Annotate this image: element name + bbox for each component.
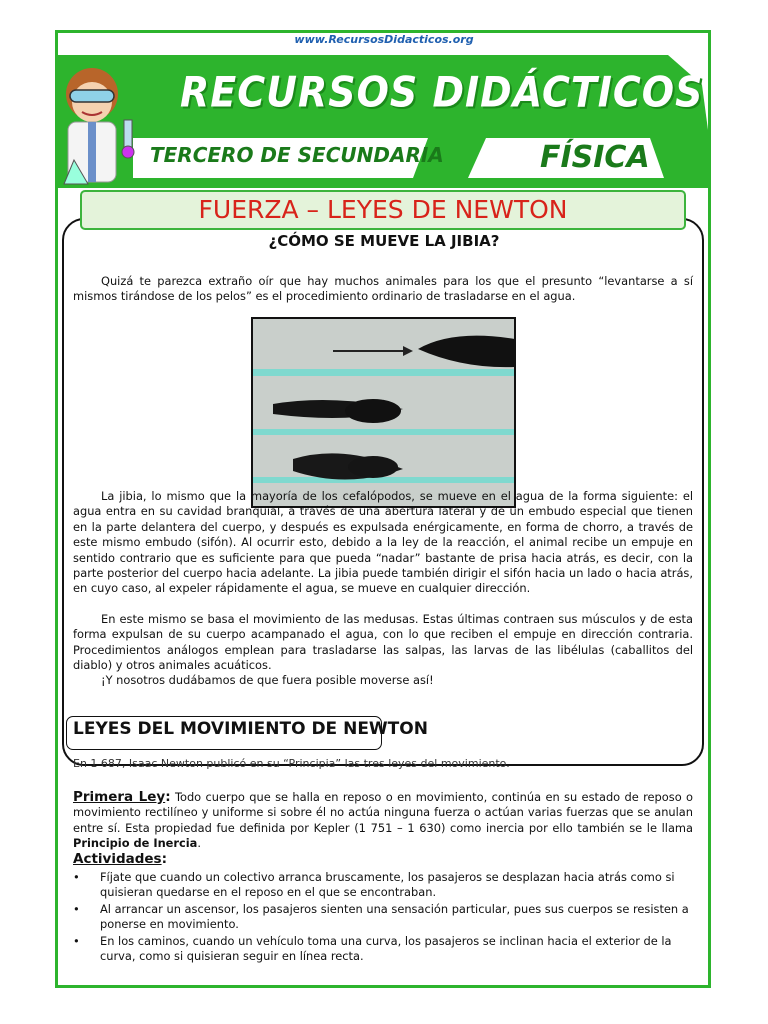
list-item: • En los caminos, cuando un vehículo toma una curva, los pasajeros se inclinan hacia el exterior de la curva, como si quisieran seguir en línea recta. <box>73 933 672 964</box>
bullet-icon: • <box>73 933 80 948</box>
activities-title: Actividades: <box>73 851 167 867</box>
bullet-icon: • <box>73 901 80 916</box>
reading-title: ¿CÓMO SE MUEVE LA JIBIA? <box>268 232 500 250</box>
section-title: LEYES DEL MOVIMIENTO DE NEWTON <box>73 719 428 739</box>
first-law-end: . <box>197 836 201 851</box>
reading-paragraph-1: La jibia, lo mismo que la mayoría de los cefalópodos, se mueve en el agua de la forma siguiente: el agua entra en su cavidad branquial, a través de una abertura lateral y de un embudo especial que tienen en la parte delantera del cuerpo, y después es expulsada enérgicamente, en forma de chorro, a través de este mismo embudo (sifón). Al ocurrir esto, debido a la ley de la reacción, el animal recibe un empuje en sentido contrario que es suficiente para que pueda “nadar” bastante de prisa hacia atrás, es decir, con la parte posterior del cuerpo hacia adelante. La jibia puede también dirigir el sifón hacia un lado o hacia atrás, en cuyo caso, al expeler rápidamente el agua, se mueve en cualquier dirección. <box>73 489 693 596</box>
activities-list <box>73 870 693 965</box>
first-law <box>73 790 693 852</box>
reading-paragraph-2: En este mismo se basa el movimiento de las medusas. Estas últimas contraen sus músculos y de esta forma expulsan de su cuerpo acampanado el agua, con lo que reciben el empuje en dirección contraria. Procedimientos análogos emplean para trasladarse las salpas, las larvas de las libélulas (caballitos del diablo) y otros animales acuáticos. <box>73 612 693 673</box>
bullet-icon: • <box>73 870 80 884</box>
first-law-colon: : <box>165 789 171 805</box>
site-url[interactable]: www.RecursosDidacticos.org <box>294 33 474 46</box>
subject-label: FÍSICA <box>540 140 650 175</box>
squid-illustration <box>253 319 516 508</box>
reading-intro: Quizá te parezca extraño oír que hay muchos animales para los que el presunto “levantarse a sí mismos tirándose de los pelos” es el procedimiento ordinario de trasladarse en el agua. <box>73 274 693 304</box>
brand-title: RECURSOS DIDÁCTICOS <box>180 67 704 117</box>
laws-intro: En 1 687, Isaac Newton publicó en su “Principia” las tres leyes del movimiento. <box>73 757 510 770</box>
squid-photo <box>251 317 516 508</box>
first-law-term: Principio de Inercia <box>73 836 198 851</box>
grade-label: TERCERO DE SECUNDARIA <box>150 143 444 167</box>
list-item: • Al arrancar un ascensor, los pasajeros sienten una sensación particular, pues sus cuerpos se resisten a ponerse en movimiento. <box>73 901 689 932</box>
list-item: • Fíjate que cuando un colectivo arranca bruscamente, los pasajeros se desplazan hacia atrás como si quisieran quedarse en el reposo en el que se encontraban. <box>73 870 675 900</box>
first-law-label: Primera Ley <box>73 789 166 805</box>
first-law-text: Todo cuerpo que se halla en reposo o en movimiento, continúa en su estado de reposo o movimiento rectilíneo y uniforme si sobre él no actúa ninguna fuerza o actúan varias fuerzas que se anulan entre sí. Esta propiedad fue definida por Kepler (1 751 – 1 630) como inercia por ello también se le llama <box>73 790 693 835</box>
topic-title: FUERZA – LEYES DE NEWTON <box>80 190 686 230</box>
reading-paragraph-3: ¡Y nosotros dudábamos de que fuera posible moverse así! <box>101 673 434 687</box>
